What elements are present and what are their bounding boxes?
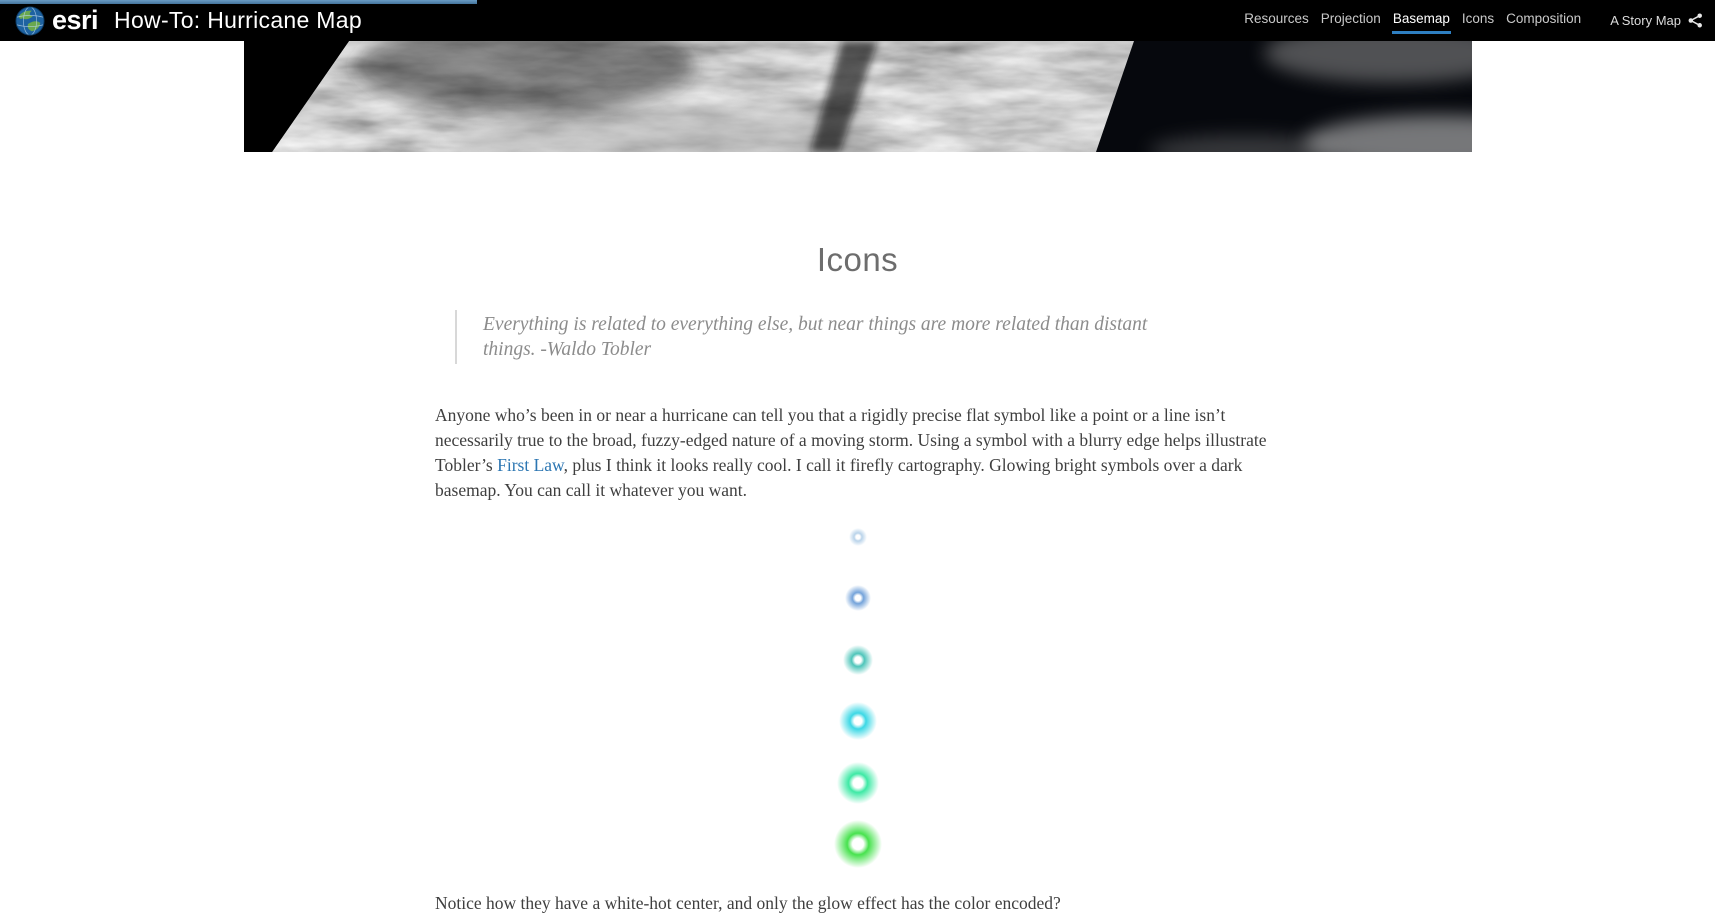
firefly-dot-row (843, 629, 873, 691)
firefly-dot-6 (834, 820, 882, 868)
firefly-dot-5 (837, 762, 879, 804)
firefly-dot-2 (845, 585, 871, 611)
story-map-label: A Story Map (1610, 13, 1681, 28)
share-icon[interactable] (1688, 13, 1703, 28)
body-paragraph (435, 403, 1275, 503)
header-nav (1238, 0, 1587, 41)
content-column (435, 242, 1280, 916)
firefly-dot-row (837, 752, 879, 814)
story-map-link[interactable] (1610, 13, 1703, 28)
esri-logo[interactable] (15, 6, 98, 36)
nav-item-icons[interactable]: Icons (1461, 10, 1495, 26)
nav-item-composition[interactable]: Composition (1506, 10, 1582, 26)
first-law-link[interactable]: First Law (497, 455, 564, 475)
firefly-dot-3 (843, 645, 873, 675)
firefly-dot-4 (839, 702, 877, 740)
firefly-dot-row (845, 568, 871, 630)
scroll-progress-bar (0, 0, 477, 4)
esri-wordmark: esri (52, 5, 99, 35)
nav-item-basemap[interactable]: Basemap (1392, 8, 1451, 34)
quote-text: Everything is related to everything else, but near things are more related than distant things. -Waldo Tobler (483, 314, 1148, 360)
closing-paragraph: Notice how they have a white-hot center, and only the glow effect has the color encoded? (435, 893, 1061, 913)
paragraph-text-after-link: , plus I think it looks really cool. I call it firefly cartography. Glowing bright symbols over a dark basemap. You can call it whatever you want. (435, 455, 1243, 500)
nav-item-resources[interactable]: Resources (1244, 10, 1309, 26)
header (0, 0, 1715, 41)
basemap-hero-image (244, 41, 1472, 152)
tobler-quote (455, 310, 1200, 364)
firefly-dots (435, 506, 1280, 875)
nav-item-projection[interactable]: Projection (1320, 10, 1381, 26)
section-heading: Icons (816, 241, 899, 278)
firefly-dot-1 (849, 528, 867, 546)
firefly-dot-row (839, 691, 877, 753)
firefly-dot-row (834, 814, 882, 876)
firefly-dot-row (849, 506, 867, 568)
paragraph-text-before-link: Anyone who’s been in or near a hurricane can tell you that a rigidly precise flat symbol like a point or a line isn’t necessarily true to the broad, fuzzy-edged nature of a moving storm. Using a symbol with a blurry edge helps illustrate Tobler’s (435, 405, 1267, 475)
page-title: How-To: Hurricane Map (114, 7, 362, 33)
esri-globe-icon (15, 6, 45, 36)
